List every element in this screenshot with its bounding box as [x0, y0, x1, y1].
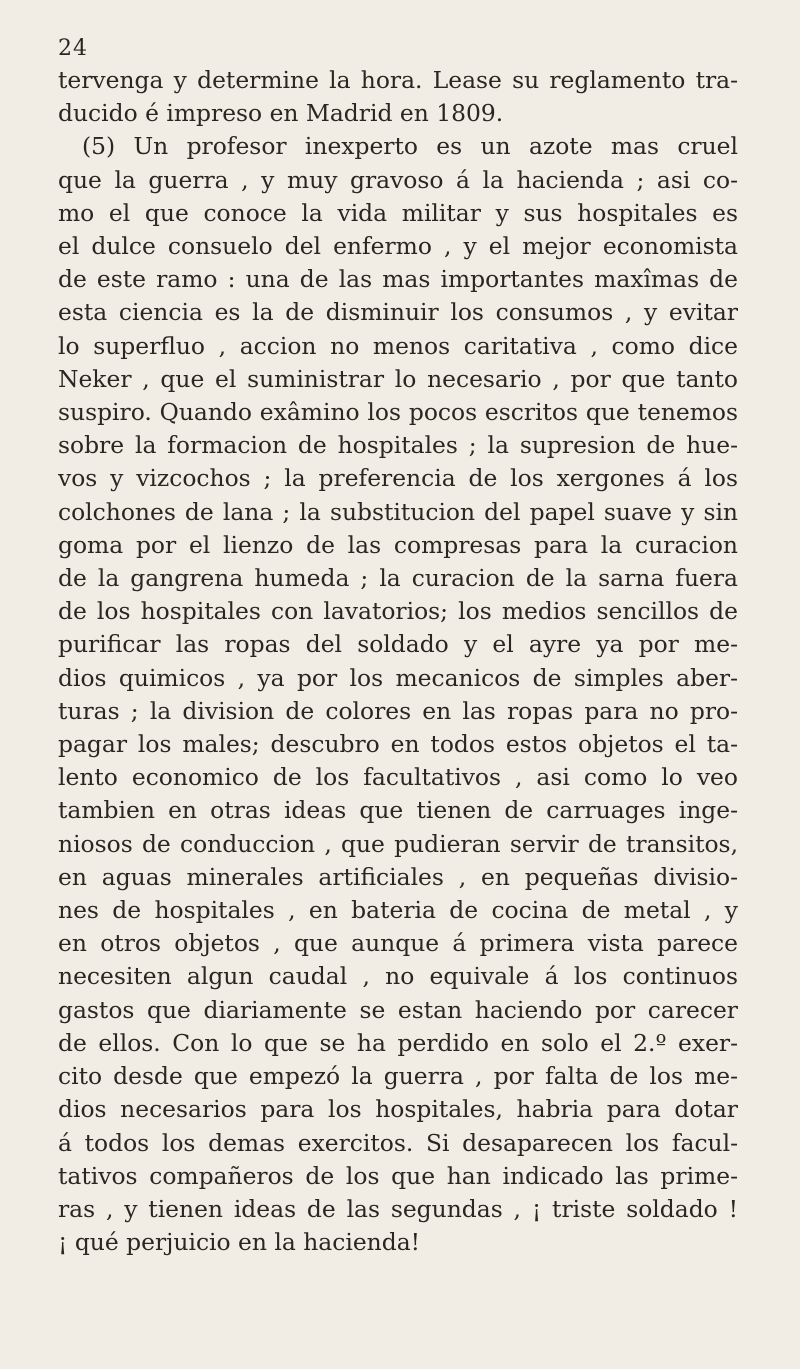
text-line: suspiro. Quando exâmino los pocos escritos que tenemos [58, 398, 738, 427]
text-line: á todos los demas exercitos. Si desaparecen los facul- [58, 1128, 738, 1157]
text-line: de ellos. Con lo que se ha perdido en solo el 2.º exer- [58, 1028, 738, 1057]
text-line: de los hospitales con lavatorios; los medios sencillos de [58, 597, 738, 626]
text-line: ducido é impreso en Madrid en 1809. [58, 99, 504, 128]
text-line: turas ; la division de colores en las ropas para no pro- [58, 696, 738, 725]
text-line: necesiten algun caudal , no equivale á los continuos [58, 962, 738, 991]
text-line: que la guerra , y muy gravoso á la hacienda ; asi co- [58, 165, 738, 194]
text-line: lo superfluo , accion no menos caritativa , como dice [58, 331, 738, 360]
text-line: el dulce consuelo del enfermo , y el mejor economista [58, 232, 738, 261]
text-line: en otros objetos , que aunque á primera vista parece [58, 929, 738, 958]
text-line: cito desde que empezó la guerra , por falta de los me- [58, 1062, 738, 1091]
text-line: tambien en otras ideas que tienen de carruages inge- [58, 796, 738, 825]
text-line: esta ciencia es la de disminuir los consumos , y evitar [58, 298, 738, 327]
body-text [58, 64, 738, 1259]
text-line: ras , y tienen ideas de las segundas , ¡ triste soldado ! [58, 1194, 738, 1223]
text-line: mo el que conoce la vida militar y sus hospitales es [58, 198, 738, 227]
text-line: Neker , que el suministrar lo necesario , por que tanto [58, 364, 738, 393]
text-line: dios necesarios para los hospitales, habria para dotar [58, 1095, 738, 1124]
text-line: tervenga y determine la hora. Lease su reglamento tra- [58, 66, 738, 94]
text-line: de la gangrena humeda ; la curacion de la sarna fuera [58, 564, 738, 593]
text-line: vos y vizcochos ; la preferencia de los xergones á los [58, 464, 738, 493]
text-line: en aguas minerales artificiales , en pequeñas divisio- [58, 862, 738, 891]
text-line: gastos que diariamente se estan haciendo por carecer [58, 995, 738, 1024]
text-line: tativos compañeros de los que han indicado las prime- [58, 1161, 738, 1190]
text-line: nes de hospitales , en bateria de cocina de metal , y [58, 896, 738, 925]
text-line: pagar los males; descubro en todos estos objetos el ta- [58, 730, 738, 759]
text-line: dios quimicos , ya por los mecanicos de simples aber- [58, 663, 738, 692]
text-line: niosos de conduccion , que pudieran servir de transitos, [58, 829, 738, 858]
text-line: ¡ qué perjuicio en la hacienda! [58, 1228, 421, 1257]
text-line: de este ramo : una de las mas importantes maxîmas de [58, 265, 738, 294]
text-line: goma por el lienzo de las compresas para la curacion [58, 530, 738, 559]
text-line: purificar las ropas del soldado y el ayre ya por me- [58, 630, 738, 659]
text-line: (5) Un profesor inexperto es un azote mas cruel [82, 132, 738, 161]
text-line: lento economico de los facultativos , asi como lo veo [58, 763, 738, 792]
text-line: sobre la formacion de hospitales ; la supresion de hue- [58, 431, 738, 460]
page-number: 24 [58, 36, 88, 61]
text-line: colchones de lana ; la substitucion del papel suave y sin [58, 497, 738, 526]
